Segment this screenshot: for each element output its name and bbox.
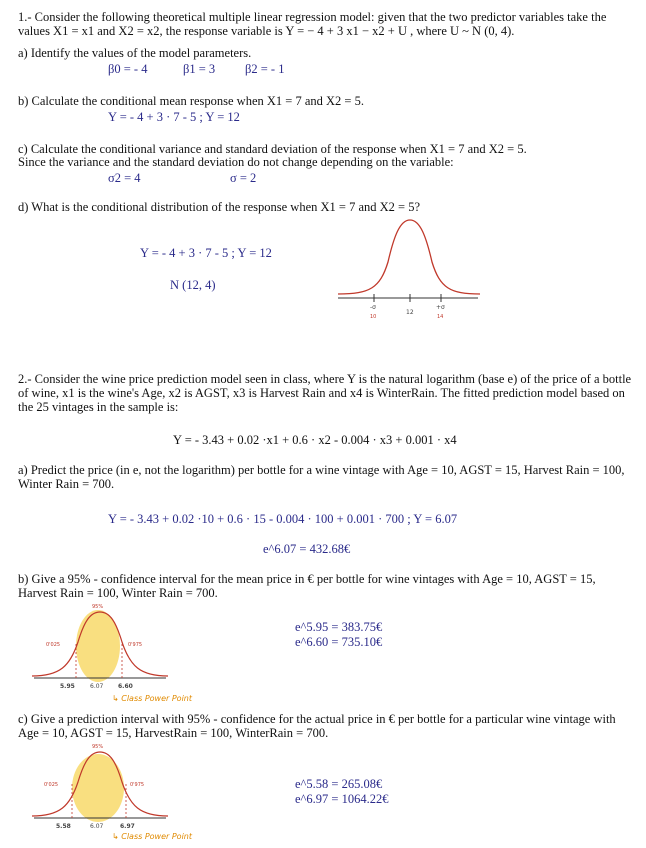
q2-c-note: ↳ Class Power Point — [112, 832, 192, 841]
q2-b-high: e^6.60 = 735.10€ — [295, 635, 383, 649]
q2-c-tick-low: 5.58 — [56, 823, 71, 830]
q1-b-question: b) Calculate the conditional mean response when X1 = 7 and X2 = 5. — [18, 94, 364, 108]
q2-b-question: b) Give a 95% - confidence interval for the mean price in € per bottle for wine vintages with Age = 10, AGST = 15, Harvest Rain = 100, Winter Rain = 700. — [18, 572, 596, 600]
q2-b-tick-mid: 6.07 — [90, 683, 104, 690]
q1-c-sd: σ = 2 — [230, 171, 257, 185]
q2-intro: 2.- Consider the wine price prediction model seen in class, where Y is the natural logarithm (base e) of the price of a bottle of wine, x1 is the wine's Age, x2 is AGST, x3 is Harvest Rain and x4 is WinterRain. The fitted prediction model based on the 25 vintages in the sample is: — [18, 372, 632, 414]
q1-tick-label-center: 12 — [406, 309, 414, 316]
q1-a-b1: β1 = 3 — [183, 62, 216, 76]
q2-c-tick-mid: 6.07 — [90, 823, 104, 830]
q2-b-right-label: 0'975 — [128, 642, 143, 648]
q1-normal-curve — [338, 220, 480, 294]
q2-c-high: e^6.97 = 1064.22€ — [295, 792, 389, 806]
q1-c-var: σ2 = 4 — [108, 171, 141, 185]
q1-intro: 1.- Consider the following theoretical multiple linear regression model: given that the two predictor variables take the values X1 = x1 and X2 = x2, the response variable is Y = − 4 + 3 x1 − x2 + U , where U ~ N (0, 4). — [18, 10, 607, 38]
q2-c-low: e^5.58 = 265.08€ — [295, 777, 383, 791]
q2-b-tick-low: 5.95 — [60, 683, 75, 690]
q1-a-b2: β2 = - 1 — [245, 62, 285, 76]
q2-a-calc: Y = - 3.43 + 0.02 ·10 + 0.6 · 15 - 0.004 · 100 + 0.001 · 700 ; Y = 6.07 — [108, 512, 458, 526]
q2-c-sketch — [30, 744, 170, 829]
q2-c-right-label: 0'975 — [130, 782, 145, 788]
q2-c-left-label: 0'025 — [44, 782, 59, 788]
q1-c-question: c) Calculate the conditional variance and standard deviation of the response when X1 = 7 and X2 = 5. — [18, 142, 527, 156]
q1-a-b0: β0 = - 4 — [108, 62, 148, 76]
q1-c-note: Since the variance and the standard deviation do not change depending on the variable: — [18, 155, 454, 169]
q2-a-question: a) Predict the price (in e, not the logarithm) per bottle for a wine vintage with Age = 10, AGST = 15, Harvest Rain = 100, Winter Rain = 700. — [18, 463, 625, 491]
q2-c-tick-high: 6.97 — [120, 823, 135, 830]
q1-a-question: a) Identify the values of the model parameters. — [18, 46, 252, 60]
q1-tick-label-minus-sigma: -σ — [370, 304, 376, 311]
q1-normal-sketch — [330, 214, 480, 324]
q2-c-question: c) Give a prediction interval with 95% - confidence for the actual price in € per bottle for a particular wine vintage with Age = 10, AGST = 15, HarvestRain = 100, WinterRain = 700. — [18, 712, 616, 740]
q2-b-note: ↳ Class Power Point — [112, 694, 192, 703]
q2-c-highlight — [72, 754, 124, 822]
q1-b-answer: Y = - 4 + 3 · 7 - 5 ; Y = 12 — [108, 110, 240, 124]
q2-b-top-label: 95% — [92, 604, 104, 610]
q1-tick-label-10: 10 — [370, 314, 377, 320]
q2-b-left-label: 0'025 — [46, 642, 61, 648]
q2-model: Y = - 3.43 + 0.02 ·x1 + 0.6 · x2 - 0.004 · x3 + 0.001 · x4 — [173, 433, 457, 447]
q2-b-tick-high: 6.60 — [118, 683, 133, 690]
q1-d-answer1: Y = - 4 + 3 · 7 - 5 ; Y = 12 — [140, 246, 272, 260]
q2-c-top-label: 95% — [92, 744, 104, 750]
q2-b-sketch — [30, 604, 170, 689]
q2-a-result: e^6.07 = 432.68€ — [263, 542, 351, 556]
q1-tick-label-plus-sigma: +σ — [436, 304, 445, 311]
q1-d-answer2: N (12, 4) — [170, 278, 216, 292]
q1-tick-label-14: 14 — [437, 314, 444, 320]
q1-d-question: d) What is the conditional distribution of the response when X1 = 7 and X2 = 5? — [18, 200, 420, 214]
q2-b-low: e^5.95 = 383.75€ — [295, 620, 383, 634]
